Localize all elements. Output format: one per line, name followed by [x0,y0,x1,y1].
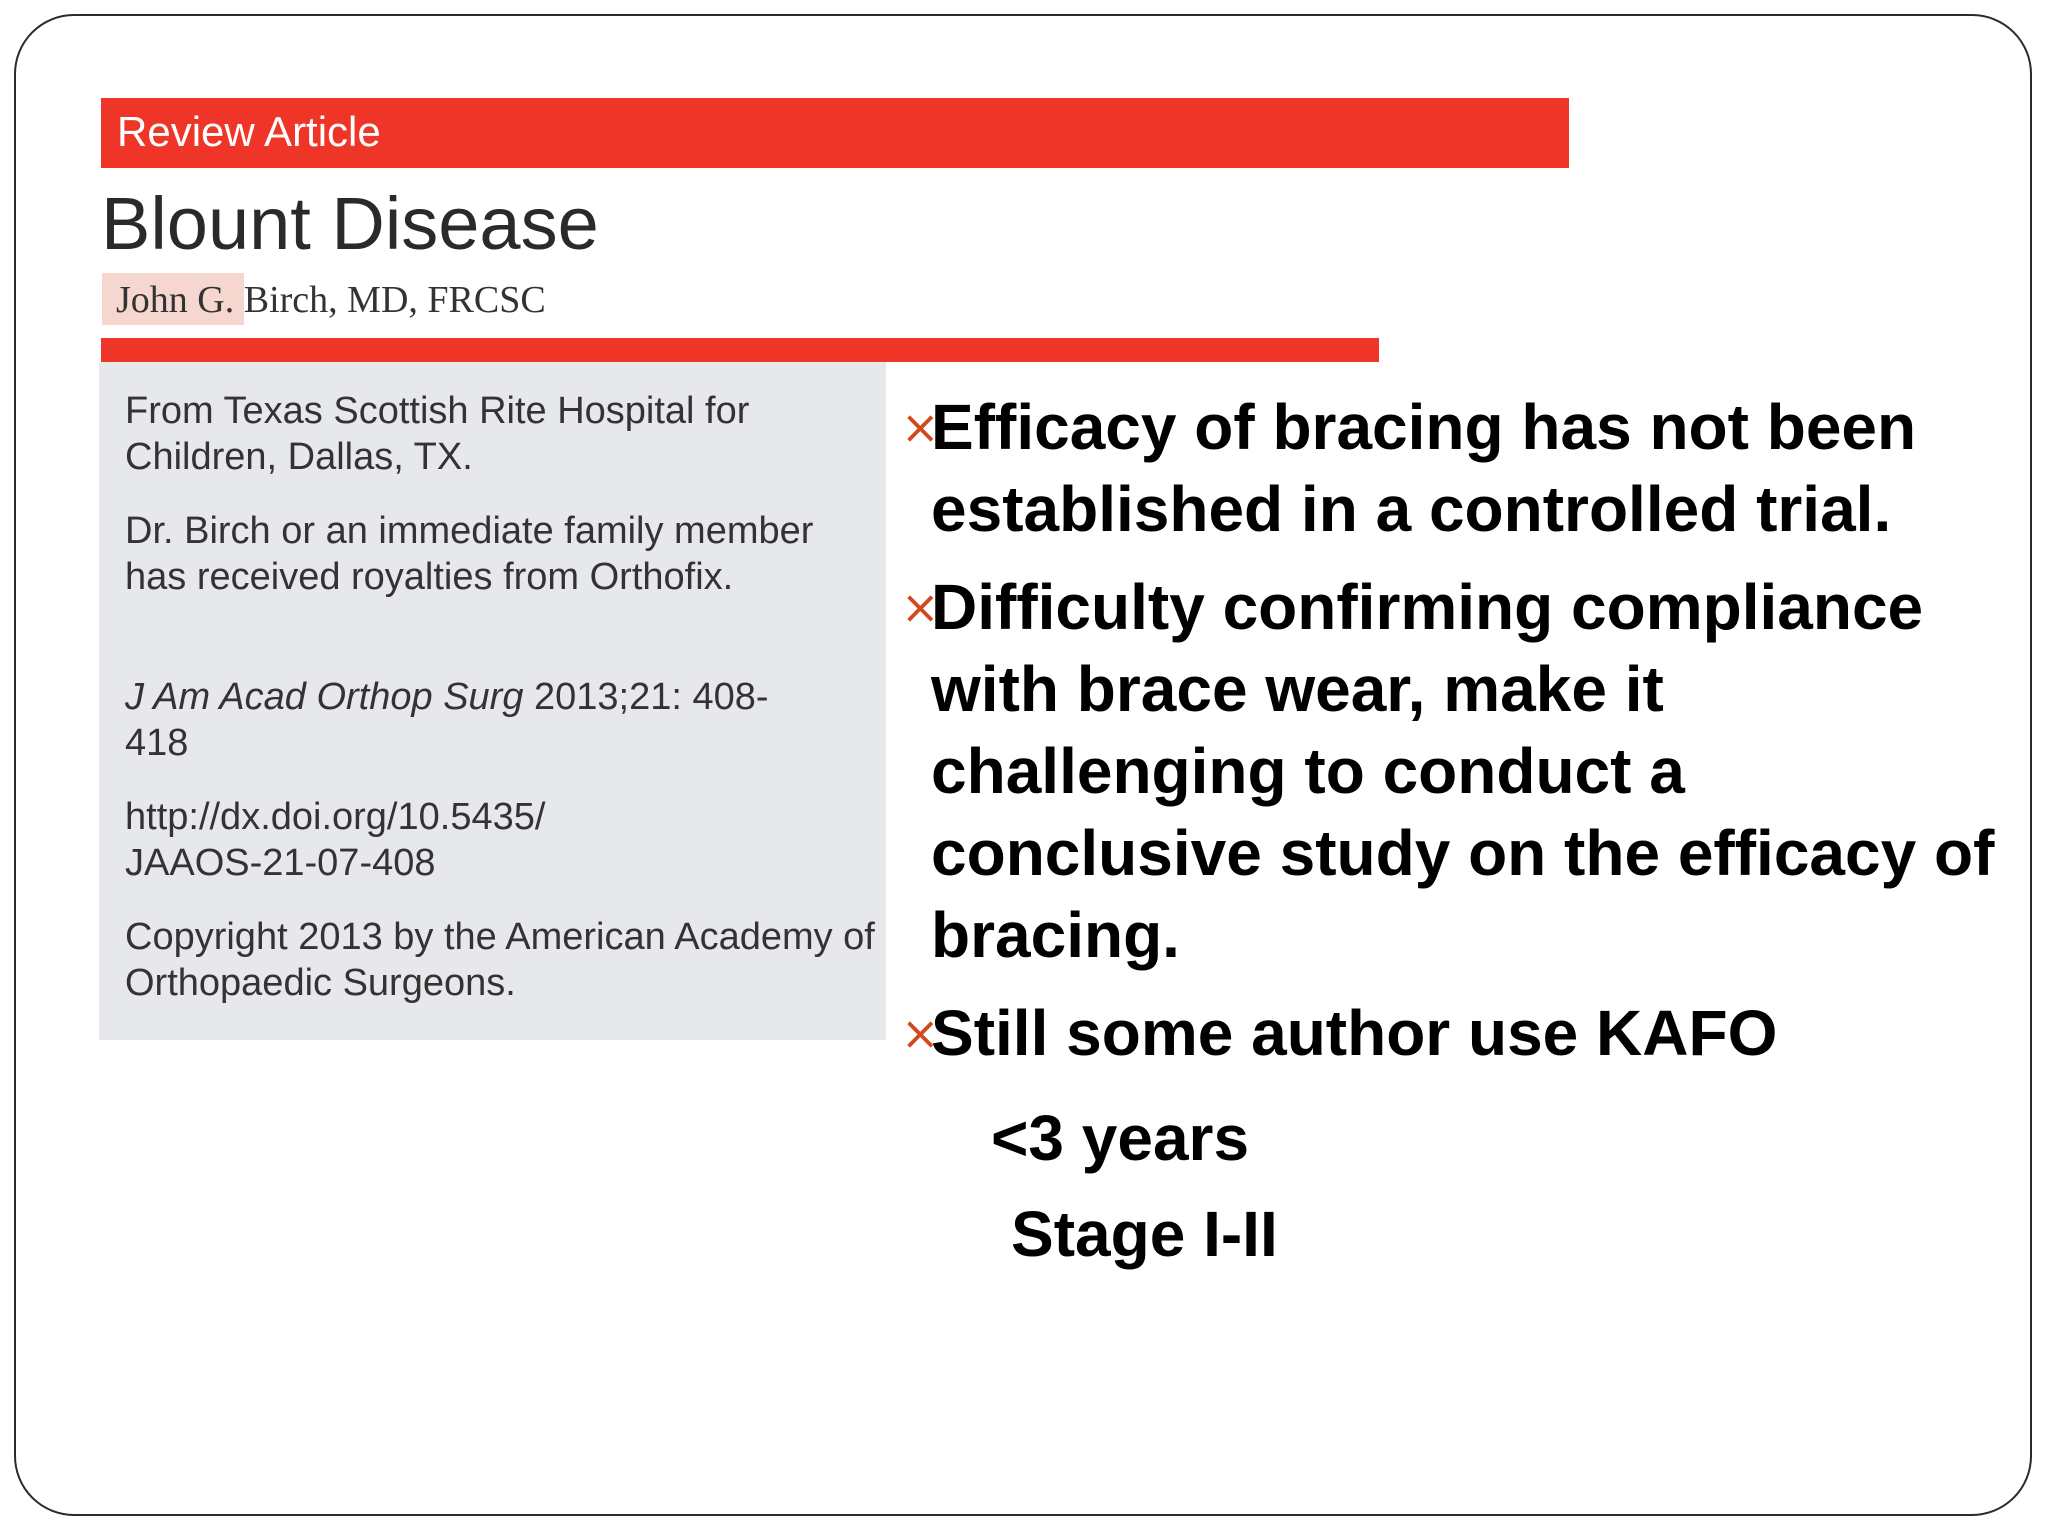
x-mark-icon: × [901,1006,940,1060]
sub-item-stage: Stage I-II [1011,1198,1278,1270]
disclosure-text: Dr. Birch or an immediate family member has received royalties from Orthofix. [125,510,814,598]
article-title: Blount Disease [101,182,599,265]
affiliation-text: From Texas Scottish Rite Hospital for Children, Dallas, TX. [125,390,750,478]
bullet-item [901,992,2021,1074]
bullet-text: Still some author use KAFO [931,997,1778,1069]
bullet-item [901,566,2021,976]
bullet-text: Difficulty confirming compliance with brace wear, make it challenging to conduct a conclusive study on the efficacy of bracing. [931,571,1995,971]
review-article-banner [101,98,1569,168]
slide-frame [14,14,2032,1516]
banner-label: Review Article [117,108,381,155]
x-mark-icon: × [901,580,940,634]
x-mark-icon: × [901,400,940,454]
citation-detail: 2013;21: 408-418 [125,676,769,764]
red-rule [101,338,1379,362]
citation-text [125,674,825,766]
article-info-box [99,362,886,1040]
doi-text: http://dx.doi.org/10.5435/ JAAOS-21-07-408 [125,796,546,884]
citation-journal: J Am Acad Orthop Surg [125,676,524,718]
bullet-list [901,386,2021,1282]
bullet-text: Efficacy of bracing has not been established in a controlled trial. [931,391,1917,545]
bullet-item [901,386,2021,550]
author-line: John G. Birch, MD, FRCSC [116,279,546,321]
sub-item-age: <3 years [991,1102,1250,1174]
copyright-text: Copyright 2013 by the American Academy of Orthopaedic Surgeons. [125,916,875,1004]
